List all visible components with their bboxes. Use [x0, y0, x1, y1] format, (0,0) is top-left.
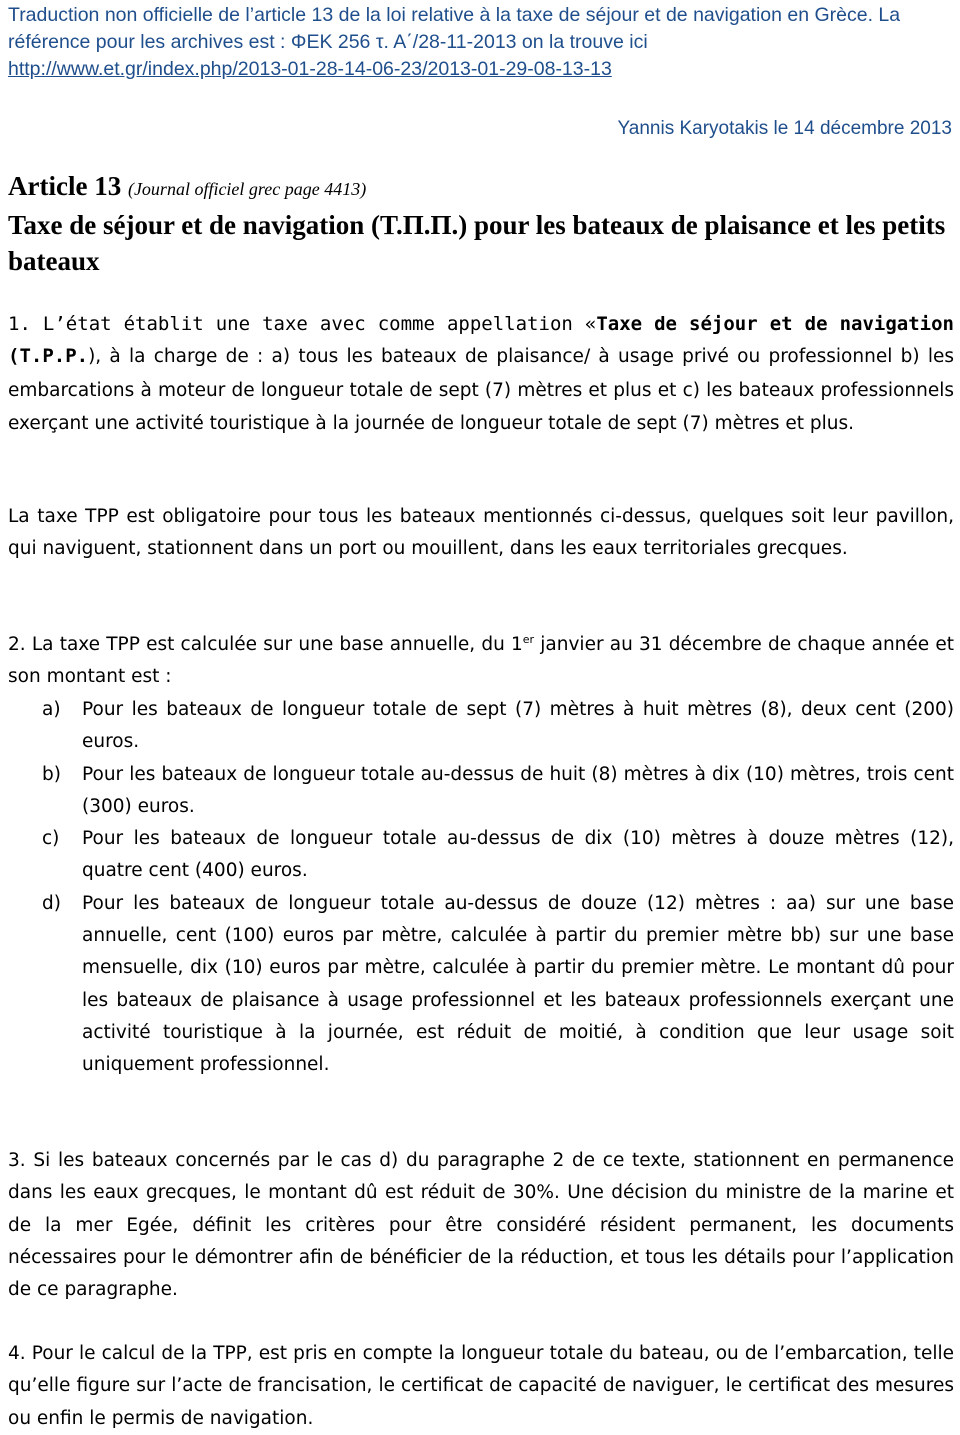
journal-reference: (Journal officiel grec page 4413) — [127, 179, 367, 199]
tpp-obligation-paragraph: La taxe TPP est obligatoire pour tous les bateaux mentionnés ci-dessus, quelques soit leur pavillon, qui naviguent, stationnent dans un port ou mouillent, dans les eaux territoriales grecques. — [8, 506, 954, 560]
list-marker: b) — [42, 763, 61, 785]
section-1-intro: 1. L’état établit une taxe avec comme appellation « — [8, 313, 597, 335]
section-1-tax-name: Taxe de séjour et de navigation (T.P.P. — [8, 313, 954, 368]
section-1-text: ), à la charge de : a) tous les bateaux de plaisance/ à usage privé ou professionnel b) les embarcations à moteur de longueur totale de sept (7) mètres et plus et c) les bateaux professionnels exerçant une activité touristique à la journée de longueur totale de sept (7) mètres et plus. — [8, 346, 954, 434]
section-1 — [8, 308, 954, 440]
translation-note-text: Traduction non officielle de l’article 13 de la loi relative à la taxe de séjour et de navigation en Grèce. La référence pour les archives est : ΦΕΚ 256 τ. Α΄/28-11-2013 on la trouve ici — [8, 4, 901, 53]
section-2-intro: 2. La taxe TPP est calculée sur une base annuelle, du 1 — [8, 634, 523, 655]
list-marker: d) — [42, 892, 61, 914]
section-4: 4. Pour le calcul de la TPP, est pris en compte la longueur totale du bateau, ou de l’embarcation, telle qu’elle figure sur l’acte de francisation, le certificat de capacité de naviguer, le certificat des mesures ou enfin le permis de navigation. — [8, 1343, 954, 1429]
rate-list — [8, 694, 954, 1082]
list-item-text: Pour les bateaux de longueur totale au-dessus de dix (10) mètres à douze mètres (12), quatre cent (400) euros. — [82, 828, 954, 882]
list-item — [8, 694, 954, 759]
section-2-intro-rest: janvier au 31 décembre de chaque année et son montant est : — [8, 634, 954, 688]
list-item-text: Pour les bateaux de longueur totale au-dessus de douze (12) mètres : aa) sur une base annuelle, cent (100) euros par mètre, calculée à partir du premier mètre bb) sur une base mensuelle, dix (10) euros par mètre, calculée à partir du premier mètre. Le montant dû pour les bateaux de plaisance à usage professionnel et les bateaux professionnels exerçant une activité touristique à la journée, est réduit de moitié, à condition que leur usage soit uniquement professionnel. — [82, 892, 954, 1076]
section-3: 3. Si les bateaux concernés par le cas d) du paragraphe 2 de ce texte, stationnent en permanence dans les eaux grecques, le montant dû est réduit de 30%. Une décision du ministre de la marine et de la mer Egée, définit les critères pour être considéré résident permanent, les documents nécessaires pour le démontrer afin de bénéficier de la réduction, et tous les détails pour l’application de ce paragraphe. — [8, 1150, 954, 1301]
list-item-text: Pour les bateaux de longueur totale au-dessus de huit (8) mètres à dix (10) mètres, trois cent (300) euros. — [82, 763, 954, 817]
list-item-text: Pour les bateaux de longueur totale de sept (7) mètres à huit mètres (8), deux cent (200) euros. — [82, 699, 954, 753]
section-2-superscript: er — [522, 632, 535, 646]
translation-note — [8, 2, 953, 83]
list-item — [8, 759, 954, 824]
article-title — [8, 168, 953, 279]
article-heading: Taxe de séjour et de navigation (Τ.Π.Π.) pour les bateaux de plaisance et les petits bateaux — [8, 210, 946, 276]
list-item — [8, 888, 954, 1082]
list-marker: c) — [42, 828, 60, 850]
author-date: Yannis Karyotakis le 14 décembre 2013 — [617, 118, 952, 139]
source-link[interactable]: http://www.et.gr/index.php/2013-01-28-14-06-23/2013-01-29-08-13-13 — [8, 58, 612, 80]
list-item — [8, 823, 954, 888]
article-number: Article 13 — [8, 171, 122, 201]
list-marker: a) — [42, 699, 61, 720]
section-2 — [8, 629, 954, 694]
